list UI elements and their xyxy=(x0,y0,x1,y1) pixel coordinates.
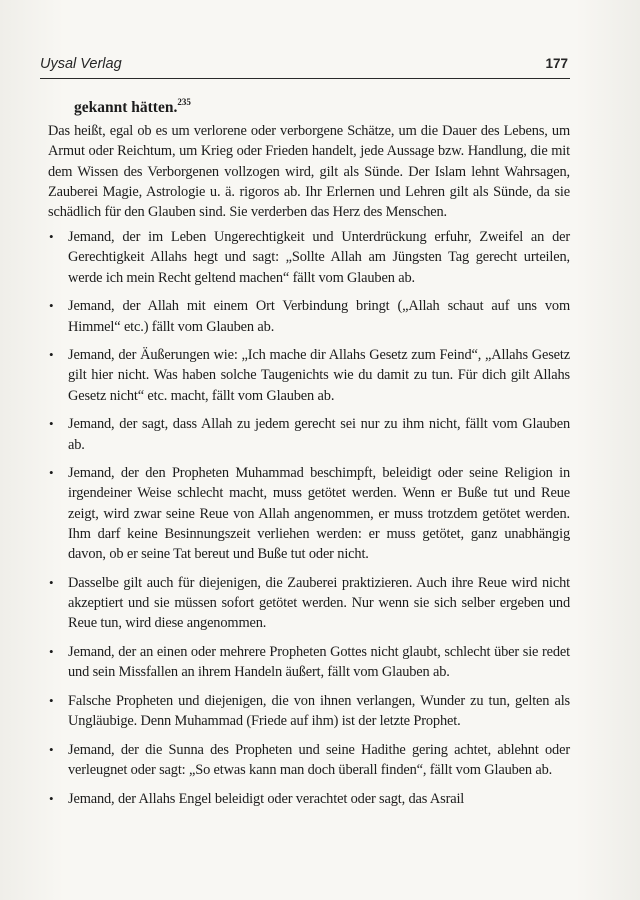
bullet-icon: • xyxy=(49,692,54,708)
list-item xyxy=(48,296,570,336)
bullet-list xyxy=(48,227,570,809)
list-item-text: Jemand, der Allah mit einem Ort Verbindung bringt („Allah schaut auf uns vom Himmel“ etc.) fällt vom Glauben ab. xyxy=(68,298,570,335)
footnote-marker: 235 xyxy=(177,97,191,107)
bullet-icon: • xyxy=(49,574,54,590)
bullet-icon: • xyxy=(49,465,54,481)
bullet-icon: • xyxy=(49,643,54,659)
list-item-text: Jemand, der im Leben Ungerechtigkeit und Unterdrückung erfuhr, Zweifel an der Gerechtigkeit Allahs hegt und sagt: „Sollte Allah am Jüngsten Tag gerecht urteilen, werde ich mein Recht geltend machen“ fällt vom Glauben ab. xyxy=(68,229,570,286)
list-item-text: Jemand, der den Propheten Muhammad beschimpft, beleidigt oder seine Religion in irgendeiner Weise schlecht macht, muss getötet werden. Wenn er Buße tut und Reue zeigt, wird zwar seine Reue von Allah angenommen, er muss trotzdem getötet werden. Ihm darf keine Besinnungszeit verliehen werden: er muss getötet, ganz unabhängig davon, ob er seine Tat bereut und Buße tut oder nicht. xyxy=(68,465,570,563)
list-item xyxy=(48,789,570,809)
list-item xyxy=(48,345,570,406)
list-item-text: Jemand, der Allahs Engel beleidigt oder verachtet oder sagt, das Asrail xyxy=(68,790,465,807)
bullet-icon: • xyxy=(49,347,54,363)
list-item-text: Jemand, der an einen oder mehrere Propheten Gottes nicht glaubt, schlecht über sie redet und sein Missfallen an ihrem Handeln äußert, fällt vom Glauben ab. xyxy=(68,643,570,681)
list-item xyxy=(48,740,570,780)
page-body xyxy=(48,92,570,817)
intro-paragraph: Das heißt, egal ob es um verlorene oder verborgene Schätze, um die Dauer des Lebens, um Armut oder Reichtum, um Krieg oder Frieden handelt, jede Aussage bzw. Handlung, die mit dem Wissen des Verborgenen vollzogen wird, gilt als Sünde. Der Islam lehnt Wahrsagen, Zauberei Magie, Astrologie u. ä. rigoros ab. Ihr Erlernen und Lehren gilt als Sünde, da sie schädlich für den Glauben sind. Sie verderben das Herz des Menschen. xyxy=(48,123,570,221)
list-item xyxy=(48,414,570,454)
list-item-text: Jemand, der Äußerungen wie: „Ich mache dir Allahs Gesetz zum Feind“, „Allahs Gesetz gilt hier nicht. Was haben solche Taugenichts wie du damit zu tun. Für dich gilt Allahs Gesetz nicht“ etc. macht, fällt vom Glauben ab. xyxy=(68,347,570,404)
list-item xyxy=(48,642,570,682)
bullet-icon: • xyxy=(49,790,54,806)
bullet-icon: • xyxy=(49,741,54,757)
heading-text: gekannt hätten. xyxy=(74,99,178,116)
list-item-text: Falsche Propheten und diejenigen, die von ihnen verlangen, Wunder zu tun, gelten als Ungläubige. Denn Muhammad (Friede auf ihm) ist der letzte Prophet. xyxy=(68,692,570,729)
page-number: 177 xyxy=(545,56,568,71)
list-item xyxy=(48,463,570,564)
bullet-icon: • xyxy=(49,298,54,314)
list-item xyxy=(48,573,570,634)
bullet-icon: • xyxy=(49,416,54,432)
list-item-text: Jemand, der die Sunna des Propheten und seine Hadithe gering achtet, ablehnt oder verleugnet oder sagt: „So etwas kann man doch überall finden“, fällt vom Glauben ab. xyxy=(68,741,570,778)
publisher-name: Uysal Verlag xyxy=(40,56,122,72)
list-item xyxy=(48,227,570,288)
bullet-icon: • xyxy=(49,229,54,245)
list-item xyxy=(48,691,570,731)
list-item-text: Jemand, der sagt, dass Allah zu jedem gerecht sei nur zu ihm nicht, fällt vom Glauben ab. xyxy=(68,416,570,453)
section-heading xyxy=(74,92,570,118)
list-item-text: Dasselbe gilt auch für diejenigen, die Zauberei praktizieren. Auch ihre Reue wird nicht akzeptiert und sie müssen sofort getötet werden. Nur wenn sie sich selber ergeben und Reue tun, wird diese angenommen. xyxy=(68,574,570,632)
page-header xyxy=(40,56,570,79)
